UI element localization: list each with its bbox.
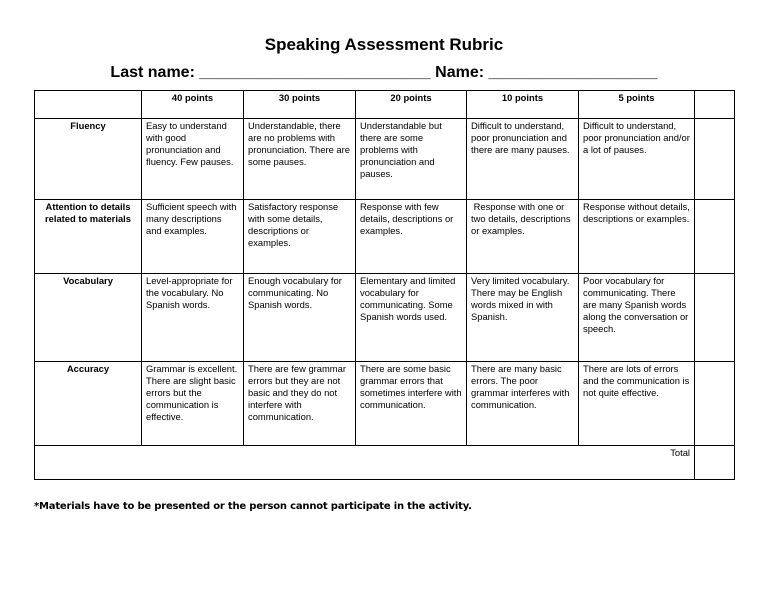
row-attention (35, 200, 735, 274)
total-label: Total (35, 446, 695, 480)
footnote: *Materials have to be presented or the person cannot participate in the activity. (34, 501, 472, 512)
attention-5: Response without details, descriptions or examples. (579, 200, 695, 274)
total-score (695, 446, 735, 480)
vocabulary-5: Poor vocabulary for communicating. There are many Spanish words along the conversation or speech. (579, 274, 695, 362)
fluency-40: Easy to understand with good pronunciation and fluency. Few pauses. (142, 119, 244, 200)
row-fluency (35, 119, 735, 200)
attention-30: Satisfactory response with some details, descriptions or examples. (244, 200, 356, 274)
accuracy-10: There are many basic errors. The poor grammar interferes with communication. (467, 362, 579, 446)
name-fields-line: Last name: __________________________ Name: ___________________ (110, 64, 658, 81)
vocabulary-score (695, 274, 735, 362)
accuracy-40: Grammar is excellent. There are slight basic errors but the communication is effective. (142, 362, 244, 446)
attention-20: Response with few details, descriptions or examples. (356, 200, 467, 274)
accuracy-30: There are few grammar errors but they are not basic and they do not interfere with communication. (244, 362, 356, 446)
attention-score (695, 200, 735, 274)
attention-40: Sufficient speech with many descriptions and examples. (142, 200, 244, 274)
criterion-accuracy: Accuracy (35, 362, 142, 446)
row-vocabulary (35, 274, 735, 362)
header-10-points: 10 points (467, 91, 579, 119)
header-20-points: 20 points (356, 91, 467, 119)
attention-10: Response with one or two details, descriptions or examples. (467, 200, 579, 274)
header-40-points: 40 points (142, 91, 244, 119)
header-score (695, 91, 735, 119)
fluency-score (695, 119, 735, 200)
row-accuracy (35, 362, 735, 446)
accuracy-score (695, 362, 735, 446)
rubric-table (34, 90, 735, 480)
accuracy-20: There are some basic grammar errors that sometimes interfere with communication. (356, 362, 467, 446)
document-title: Speaking Assessment Rubric (264, 35, 504, 54)
header-5-points: 5 points (579, 91, 695, 119)
criterion-fluency: Fluency (35, 119, 142, 200)
vocabulary-10: Very limited vocabulary. There may be English words mixed in with Spanish. (467, 274, 579, 362)
fluency-10: Difficult to understand, poor pronunciation and there are many pauses. (467, 119, 579, 200)
row-total (35, 446, 735, 480)
criterion-vocabulary: Vocabulary (35, 274, 142, 362)
vocabulary-20: Elementary and limited vocabulary for communicating. Some Spanish words used. (356, 274, 467, 362)
fluency-30: Understandable, there are no problems with pronunciation. There are some pauses. (244, 119, 356, 200)
header-blank (35, 91, 142, 119)
vocabulary-40: Level-appropriate for the vocabulary. No Spanish words. (142, 274, 244, 362)
vocabulary-30: Enough vocabulary for communicating. No Spanish words. (244, 274, 356, 362)
accuracy-5: There are lots of errors and the communication is not quite effective. (579, 362, 695, 446)
fluency-5: Difficult to understand, poor pronunciation and/or a lot of pauses. (579, 119, 695, 200)
criterion-attention: Attention to details related to materials (35, 200, 142, 274)
header-30-points: 30 points (244, 91, 356, 119)
fluency-20: Understandable but there are some problems with pronunciation and pauses. (356, 119, 467, 200)
header-row (35, 91, 735, 119)
